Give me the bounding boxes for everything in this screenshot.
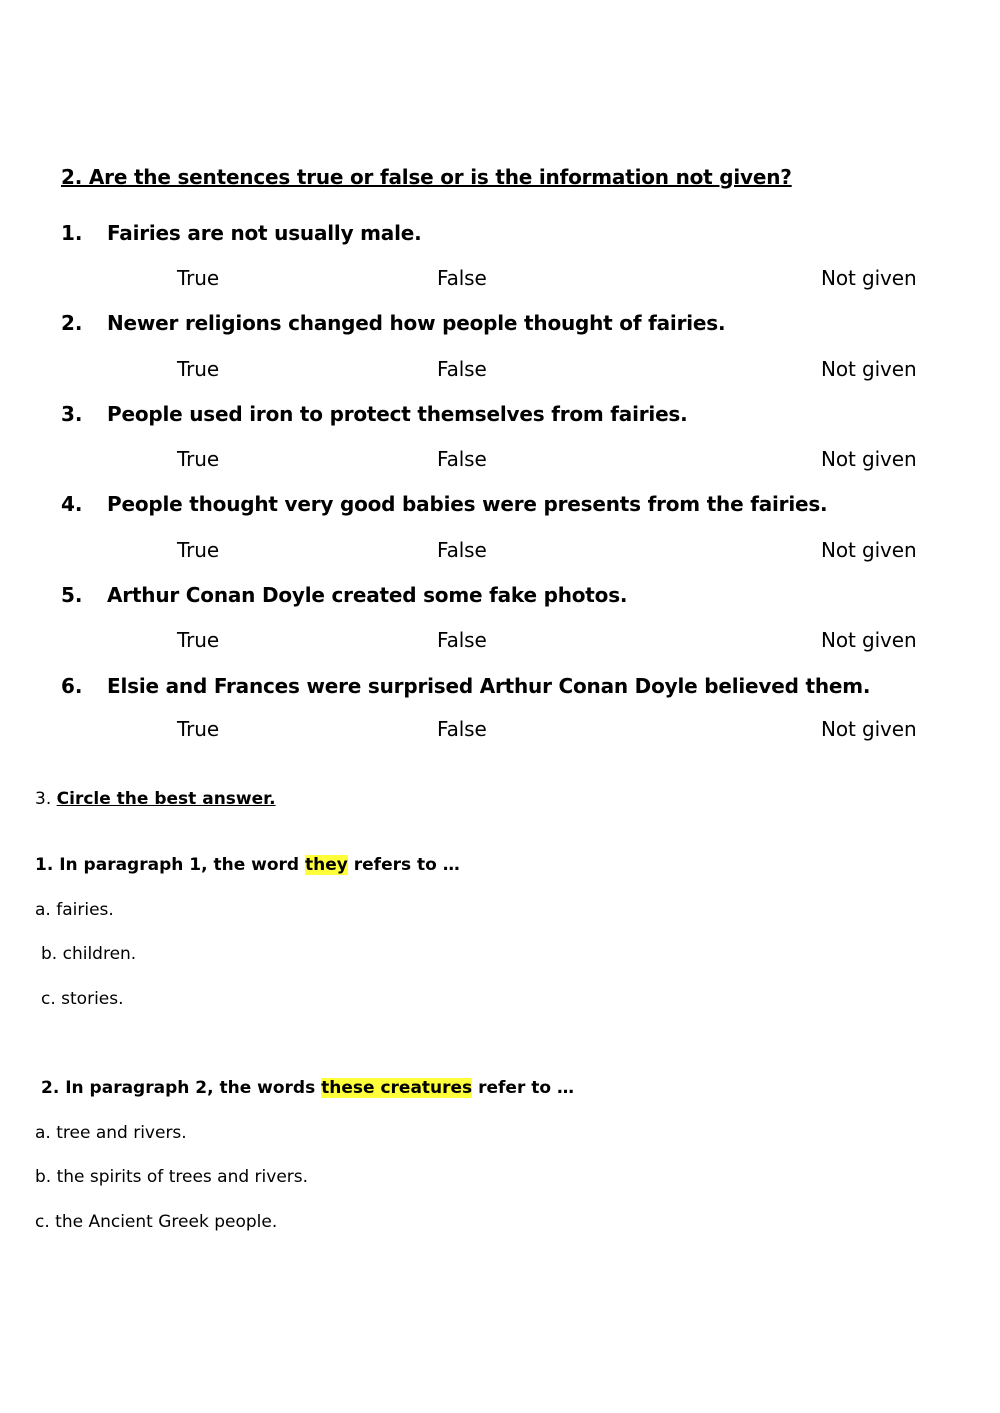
mc-question-2-prefix: 2. In paragraph 2, the words <box>41 1078 322 1098</box>
mc-q1-option-b[interactable]: b. children. <box>41 944 137 964</box>
q2-option-not-given[interactable]: Not given <box>821 357 917 381</box>
question-5-text: Arthur Conan Doyle created some fake photos. <box>107 583 628 607</box>
question-3-text: People used iron to protect themselves from fairies. <box>107 402 688 426</box>
q3-option-true[interactable]: True <box>177 447 220 471</box>
q5-option-not-given[interactable]: Not given <box>821 628 917 652</box>
q5-option-false[interactable]: False <box>437 628 487 652</box>
q6-option-false[interactable]: False <box>437 717 487 741</box>
mc-question-1-suffix: refers to … <box>347 855 460 875</box>
question-4-text: People thought very good babies were presents from the fairies. <box>107 492 828 516</box>
mc-question-2-suffix: refer to … <box>472 1078 574 1098</box>
mc-q2-option-c[interactable]: c. the Ancient Greek people. <box>35 1212 278 1232</box>
q2-option-false[interactable]: False <box>437 357 487 381</box>
q6-option-true[interactable]: True <box>177 717 220 741</box>
question-3-number: 3. <box>61 402 83 426</box>
q1-option-not-given[interactable]: Not given <box>821 266 917 290</box>
mc-question-1-prefix: 1. In paragraph 1, the word <box>35 855 305 875</box>
section2-title: 2. Are the sentences true or false or is the information not given? <box>61 165 792 189</box>
q3-option-false[interactable]: False <box>437 447 487 471</box>
section3-header <box>35 789 276 809</box>
mc-question-1 <box>35 855 460 875</box>
q3-option-not-given[interactable]: Not given <box>821 447 917 471</box>
question-1-number: 1. <box>61 221 83 245</box>
mc-question-2-highlight: these creatures <box>321 1078 473 1098</box>
q1-option-true[interactable]: True <box>177 266 220 290</box>
question-1-text: Fairies are not usually male. <box>107 221 422 245</box>
question-5-number: 5. <box>61 583 83 607</box>
question-2-text: Newer religions changed how people thought of fairies. <box>107 311 726 335</box>
question-6-text: Elsie and Frances were surprised Arthur Conan Doyle believed them. <box>107 674 871 698</box>
q4-option-true[interactable]: True <box>177 538 220 562</box>
q5-option-true[interactable]: True <box>177 628 220 652</box>
q1-option-false[interactable]: False <box>437 266 487 290</box>
q6-option-not-given[interactable]: Not given <box>821 717 917 741</box>
mc-q2-option-b[interactable]: b. the spirits of trees and rivers. <box>35 1167 309 1187</box>
question-2-number: 2. <box>61 311 83 335</box>
mc-q1-option-c[interactable]: c. stories. <box>41 989 124 1009</box>
q2-option-true[interactable]: True <box>177 357 220 381</box>
section3-number: 3. <box>35 789 52 809</box>
mc-q2-option-a[interactable]: a. tree and rivers. <box>35 1123 187 1143</box>
q4-option-false[interactable]: False <box>437 538 487 562</box>
mc-q1-option-a[interactable]: a. fairies. <box>35 900 114 920</box>
mc-question-2 <box>41 1078 574 1098</box>
section3-title: Circle the best answer. <box>56 789 276 809</box>
question-6-number: 6. <box>61 674 83 698</box>
mc-question-1-highlight: they <box>305 855 348 875</box>
q4-option-not-given[interactable]: Not given <box>821 538 917 562</box>
question-4-number: 4. <box>61 492 83 516</box>
